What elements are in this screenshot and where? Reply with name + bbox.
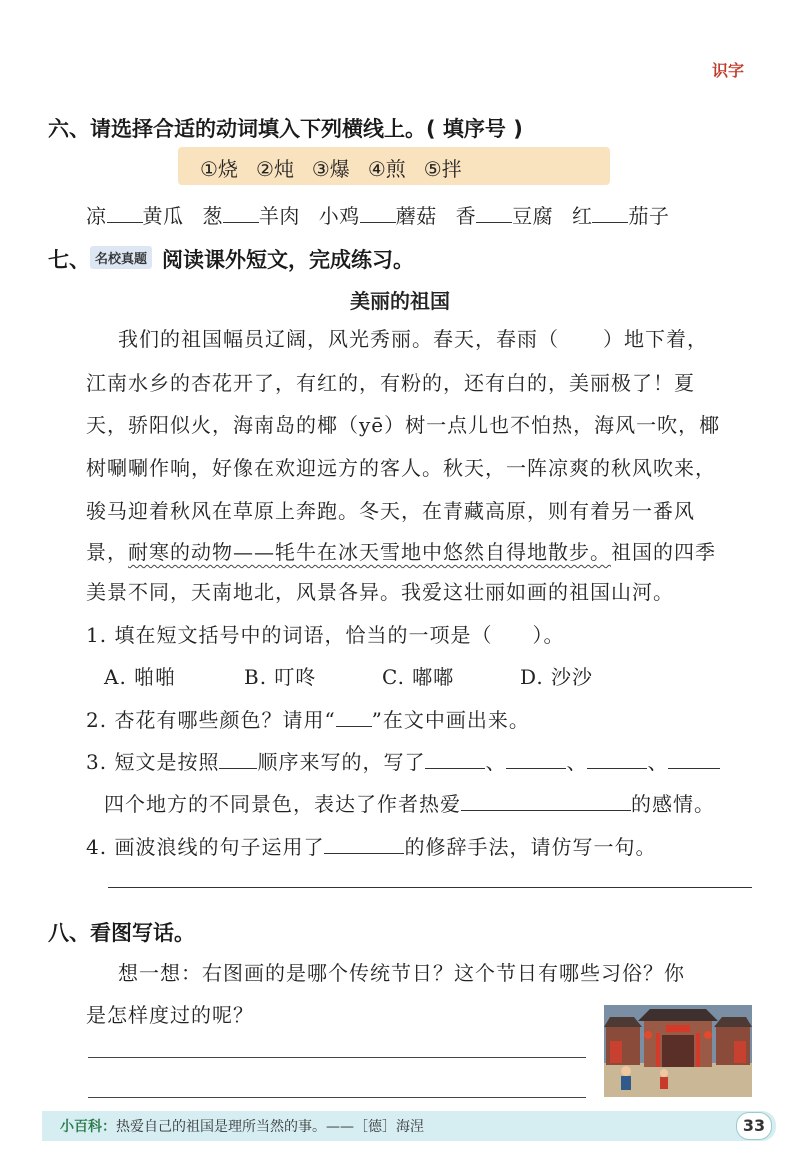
wavy-sentence: 耐寒的动物——牦牛在冰天雪地中悠然自得地散步。 — [128, 540, 611, 564]
choice-b[interactable]: B. 叮咚 — [244, 665, 317, 689]
separator: 、 — [647, 750, 669, 774]
item-2-post: 羊肉 — [258, 204, 300, 228]
passage-text: 祖国的四季 — [611, 540, 716, 564]
option-4: ④煎 — [367, 157, 406, 181]
q6-fill-row — [86, 200, 669, 229]
item-5-post: 茄子 — [628, 204, 670, 228]
item-4-post: 豆腐 — [512, 204, 554, 228]
question-text: 2. 杏花有哪些颜色？请用“ — [86, 708, 336, 732]
option-3: ③爆 — [311, 157, 350, 181]
question-2 — [86, 704, 530, 733]
blank-q3-place-3[interactable] — [587, 750, 647, 769]
choice-d[interactable]: D. 沙沙 — [520, 665, 594, 689]
writing-line-2[interactable] — [88, 1097, 586, 1098]
question-text: 的感情。 — [631, 792, 715, 816]
passage-text: ）地下着， — [603, 327, 708, 351]
option-2: ②炖 — [255, 157, 294, 181]
question-text: ）。 — [532, 623, 565, 647]
section-label: 识字 — [712, 61, 745, 80]
question-text: 1. 填在短文括号中的词语，恰当的一项是（ — [86, 623, 493, 647]
question-1-choices — [104, 661, 593, 690]
q6-title: 六、请选择合适的动词填入下列横线上。( 填序号 ) — [48, 117, 523, 141]
passage-text: 我们的祖国幅员辽阔，风光秀丽。春天，春雨（ — [118, 327, 559, 351]
passage-line-7: 美景不同，天南地北，风景各异。我爱这壮丽如画的祖国山河。 — [86, 580, 674, 604]
separator: 、 — [566, 750, 588, 774]
festival-illustration-icon — [604, 1005, 752, 1097]
option-1: ①烧 — [200, 157, 238, 181]
blank-5[interactable] — [592, 204, 628, 223]
option-5: ⑤拌 — [423, 157, 462, 181]
choice-c[interactable]: C. 嘟嘟 — [382, 665, 455, 689]
question-text: 的修辞手法，请仿写一句。 — [404, 835, 657, 859]
blank-q2-example — [336, 714, 372, 727]
footer-quote: 热爱自己的祖国是理所当然的事。——［德］海涅 — [116, 1119, 424, 1135]
passage-line-2: 江南水乡的杏花开了，有红的，有粉的，还有白的，美丽极了！夏 — [86, 371, 695, 395]
question-1 — [86, 619, 564, 648]
blank-q3-place-1[interactable] — [425, 750, 485, 769]
q7-number: 七、 — [48, 248, 90, 272]
passage-line-5: 骏马迎着秋风在草原上奔跑。冬天，在青藏高原，则有着另一番风 — [86, 499, 695, 523]
question-3-cont — [104, 788, 715, 817]
passage-title: 美丽的祖国 — [350, 289, 450, 313]
item-3-post: 蘑菇 — [395, 204, 437, 228]
blank-3[interactable] — [360, 204, 396, 223]
answer-line-q4[interactable] — [108, 887, 752, 888]
item-1-pre: 凉 — [86, 204, 107, 228]
question-3 — [86, 746, 720, 775]
separator: 、 — [485, 750, 507, 774]
question-text: 四个地方的不同景色，表达了作者热爱 — [104, 792, 461, 816]
blank-q4-rhetoric[interactable] — [324, 835, 404, 854]
item-4-pre: 香 — [455, 204, 477, 228]
q8-title: 八、看图写话。 — [48, 921, 195, 945]
passage-line-3: 天，骄阳似火，海南岛的椰（yē）树一点儿也不怕热，海风一吹，椰 — [86, 413, 721, 437]
item-5-pre: 红 — [571, 204, 593, 228]
q7-badge: 名校真题 — [90, 246, 152, 269]
writing-line-1[interactable] — [88, 1057, 586, 1058]
blank-q3-place-4[interactable] — [668, 750, 720, 769]
q7-instruction: 阅读课外短文，完成练习。 — [162, 248, 414, 272]
footer-text — [60, 1116, 424, 1136]
question-4 — [86, 831, 656, 860]
passage-line-4: 树唰唰作响，好像在欢迎远方的客人。秋天，一阵凉爽的秋风吹来， — [86, 456, 716, 480]
passage-line-6 — [86, 536, 716, 565]
question-text: 4. 画波浪线的句子运用了 — [86, 835, 325, 859]
blank-2[interactable] — [223, 204, 259, 223]
question-text: 顺序来写的，写了 — [257, 750, 426, 774]
choice-a[interactable]: A. 啪啪 — [104, 665, 177, 689]
question-text: ”在文中画出来。 — [371, 708, 530, 732]
blank-q3-place-2[interactable] — [506, 750, 566, 769]
q8-prompt-2: 是怎样度过的呢？ — [86, 1003, 254, 1027]
q8-prompt-1: 想一想：右图画的是哪个传统节日？这个节日有哪些习俗？你 — [118, 961, 685, 985]
blank-4[interactable] — [476, 204, 512, 223]
footer-label: 小百科： — [60, 1119, 116, 1135]
blank-q3-love[interactable] — [461, 792, 631, 811]
passage-line-1 — [118, 323, 708, 352]
item-1-post: 黄瓜 — [142, 204, 184, 228]
q6-options — [200, 153, 462, 182]
item-3-pre: 小鸡 — [318, 204, 360, 228]
item-2-pre: 葱 — [202, 204, 223, 228]
blank-1[interactable] — [107, 204, 143, 223]
passage-text: 景， — [86, 540, 128, 564]
blank-q3-order[interactable] — [219, 750, 257, 769]
question-text: 3. 短文是按照 — [86, 750, 220, 774]
page-number: 33 — [736, 1112, 772, 1140]
